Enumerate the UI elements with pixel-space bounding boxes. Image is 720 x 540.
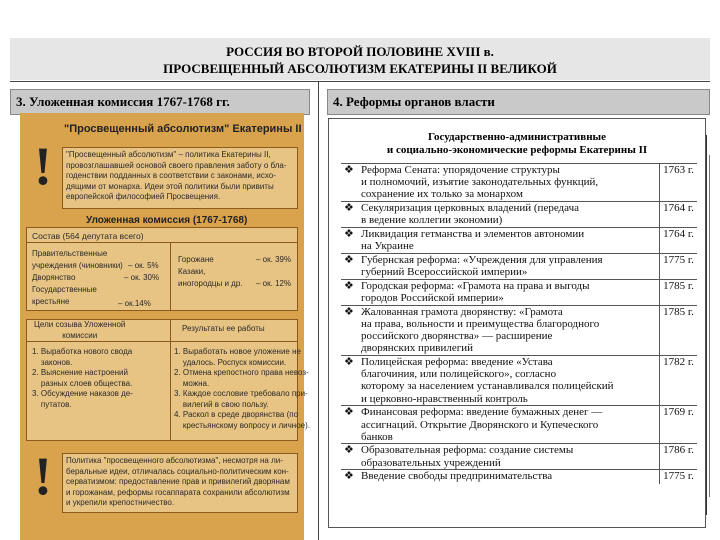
reform-row: [341, 443, 697, 470]
row-others-value: – ок. 12%: [256, 279, 292, 288]
reform-year: 1786 г.: [659, 444, 697, 470]
diamond-bullet-icon: ❖: [344, 305, 354, 318]
row-peasants-value: – ок.14%: [118, 299, 151, 308]
reform-text: Городская реформа: «Грамота на права и выгоды городов Российской империи»: [361, 279, 590, 304]
row-cossacks-label: Казаки,: [178, 267, 206, 276]
reform-year: 1785 г.: [659, 280, 697, 306]
section-3-title: 3. Уложенная комиссия 1767-1768 гг.: [10, 89, 310, 115]
row-nobility-value: – ок. 30%: [124, 273, 160, 282]
goals-results-split: [170, 319, 171, 441]
reform-text: Введение свободы предпринимательства: [361, 470, 553, 483]
diamond-bullet-icon: ❖: [344, 164, 354, 176]
results-title: Результаты ее работы: [182, 324, 265, 333]
reforms-head-line1: Государственно-административные: [427, 131, 607, 143]
commission-title: Уложенная комиссия (1767-1768): [86, 215, 248, 226]
diamond-bullet-icon: ❖: [344, 279, 354, 292]
reform-text: Ликвидация гетманства и элементов автономии на Украине: [361, 228, 585, 253]
diamond-bullet-icon: ❖: [344, 228, 354, 240]
reform-text: Реформа Сената: упорядочение структуры и полномочий, изъятие законодательных функций, сохранение их только за монархом: [361, 164, 599, 201]
reform-year: 1782 г.: [659, 356, 697, 406]
definition-text: "Просвещенный абсолютизм" – политика Екатерины II, провозглашавшей основой своего правления заботу о бла- годенствии подданных в соответствии с законами, исхо- дящими от монарха. Идеи этой политики были привиты европейской философией Просвещения.: [66, 150, 287, 201]
diamond-bullet-icon: ❖: [344, 470, 354, 483]
divider-vertical: [318, 81, 319, 540]
composition-divider: [26, 242, 298, 243]
goals-list: 1. Выработка нового свода законов. 2. Выяснение настроений разных слоев общества. 3. Обсуждение наказов де- путатов.: [32, 347, 133, 409]
row-nobility-label: Дворянство: [32, 273, 76, 282]
row-officials-label: учреждения (чиновники): [32, 261, 123, 270]
conclusion-text: Политика "просвещенного абсолютизма", несмотря на ли- беральные идеи, отличалась социально-политическим кон- серватизмом: предоставление прав и привилегий дворянам и горожанам, реформы госаппарата сохранили абсолютизм и укрепили крепостничество.: [66, 456, 290, 507]
goals-title: Цели созыва Уложенной комиссии: [34, 320, 126, 340]
reforms-table: [328, 118, 706, 528]
reforms-head-line2: и социально-экономические реформы Екатерины II: [386, 144, 648, 156]
reform-row: [341, 163, 697, 202]
diamond-bullet-icon: ❖: [344, 406, 354, 419]
exclamation-icon-2: !: [34, 446, 52, 506]
reform-year: 1769 г.: [659, 406, 697, 444]
results-list: 1. Выработать новое уложение не удалось. Роспуск комиссии. 2. Отмена крепостного права невоз- можна. 3. Каждое сословие требовало при- вилегий в свою пользу. 4. Раскол в среде дворянства (по крестьянскому вопросу и личное).: [174, 347, 310, 430]
reform-row: [341, 253, 697, 280]
page-title-line1: РОССИЯ ВО ВТОРОЙ ПОЛОВИНЕ XVIII в.: [226, 44, 494, 59]
goals-results-header-line: [26, 341, 298, 342]
commission-panel: [20, 113, 310, 540]
row-officials-value: – ок. 5%: [128, 261, 159, 270]
composition-split: [170, 242, 171, 311]
reform-year: 1775 г.: [659, 470, 697, 484]
reform-year: 1764 г.: [659, 228, 697, 254]
row-state-label: Государственные: [32, 285, 97, 294]
reform-row: [341, 201, 697, 228]
reform-year: 1785 г.: [659, 306, 697, 356]
diamond-bullet-icon: ❖: [344, 356, 354, 368]
scan-edge: [706, 135, 710, 515]
row-townsmen-value: – ок. 39%: [256, 255, 292, 264]
reform-text: Секуляризация церковных владений (передача в ведение коллегии экономии): [361, 202, 580, 227]
reform-row: [341, 227, 697, 254]
diamond-bullet-icon: ❖: [344, 202, 354, 215]
reform-year: 1775 г.: [659, 254, 697, 280]
row-townsmen-label: Горожане: [178, 255, 214, 264]
reform-row: [341, 405, 697, 444]
page-title-line2: ПРОСВЕЩЕННЫЙ АБСОЛЮТИЗМ ЕКАТЕРИНЫ II ВЕЛИКОЙ: [163, 61, 557, 76]
composition-label: Состав (564 депутата всего): [32, 231, 144, 241]
reform-row: [341, 279, 697, 306]
diamond-bullet-icon: ❖: [344, 444, 354, 457]
reform-text: Губернская реформа: «Учреждения для управления губерний Всероссийской империи»: [361, 253, 603, 279]
reform-text: Полицейская реформа: введение «Устава благочиния, или полицейского», согласно которому за населением устанавливался полицейский и церковно-нравственный контроль: [361, 356, 614, 405]
exclamation-icon: !: [34, 136, 52, 196]
divider-horizontal: [10, 81, 710, 82]
section-4-title: 4. Реформы органов власти: [327, 89, 710, 115]
row-others-label: иногородцы и др.: [178, 279, 243, 288]
reform-year: 1763 г.: [659, 164, 697, 202]
diamond-bullet-icon: ❖: [344, 253, 354, 266]
row-peasants-label: крестьяне: [32, 297, 70, 306]
reform-year: 1764 г.: [659, 202, 697, 228]
reform-row: [341, 355, 697, 406]
reform-row: [341, 469, 697, 484]
reform-row: [341, 305, 697, 356]
absolutism-heading: "Просвещенный абсолютизм" Екатерины II: [64, 123, 302, 135]
reform-text: Образовательная реформа: создание системы образовательных учреждений: [361, 444, 574, 469]
row-gov-label: Правительственные: [32, 249, 108, 258]
reform-text: Жалованная грамота дворянству: «Грамота на права, вольности и преимущества благородного российского дворянства» — расширение дворянских привилегий: [361, 305, 600, 355]
reform-text: Финансовая реформа: введение бумажных денег — ассигнаций. Открытие Дворянского и Купеческого банков: [361, 406, 603, 443]
